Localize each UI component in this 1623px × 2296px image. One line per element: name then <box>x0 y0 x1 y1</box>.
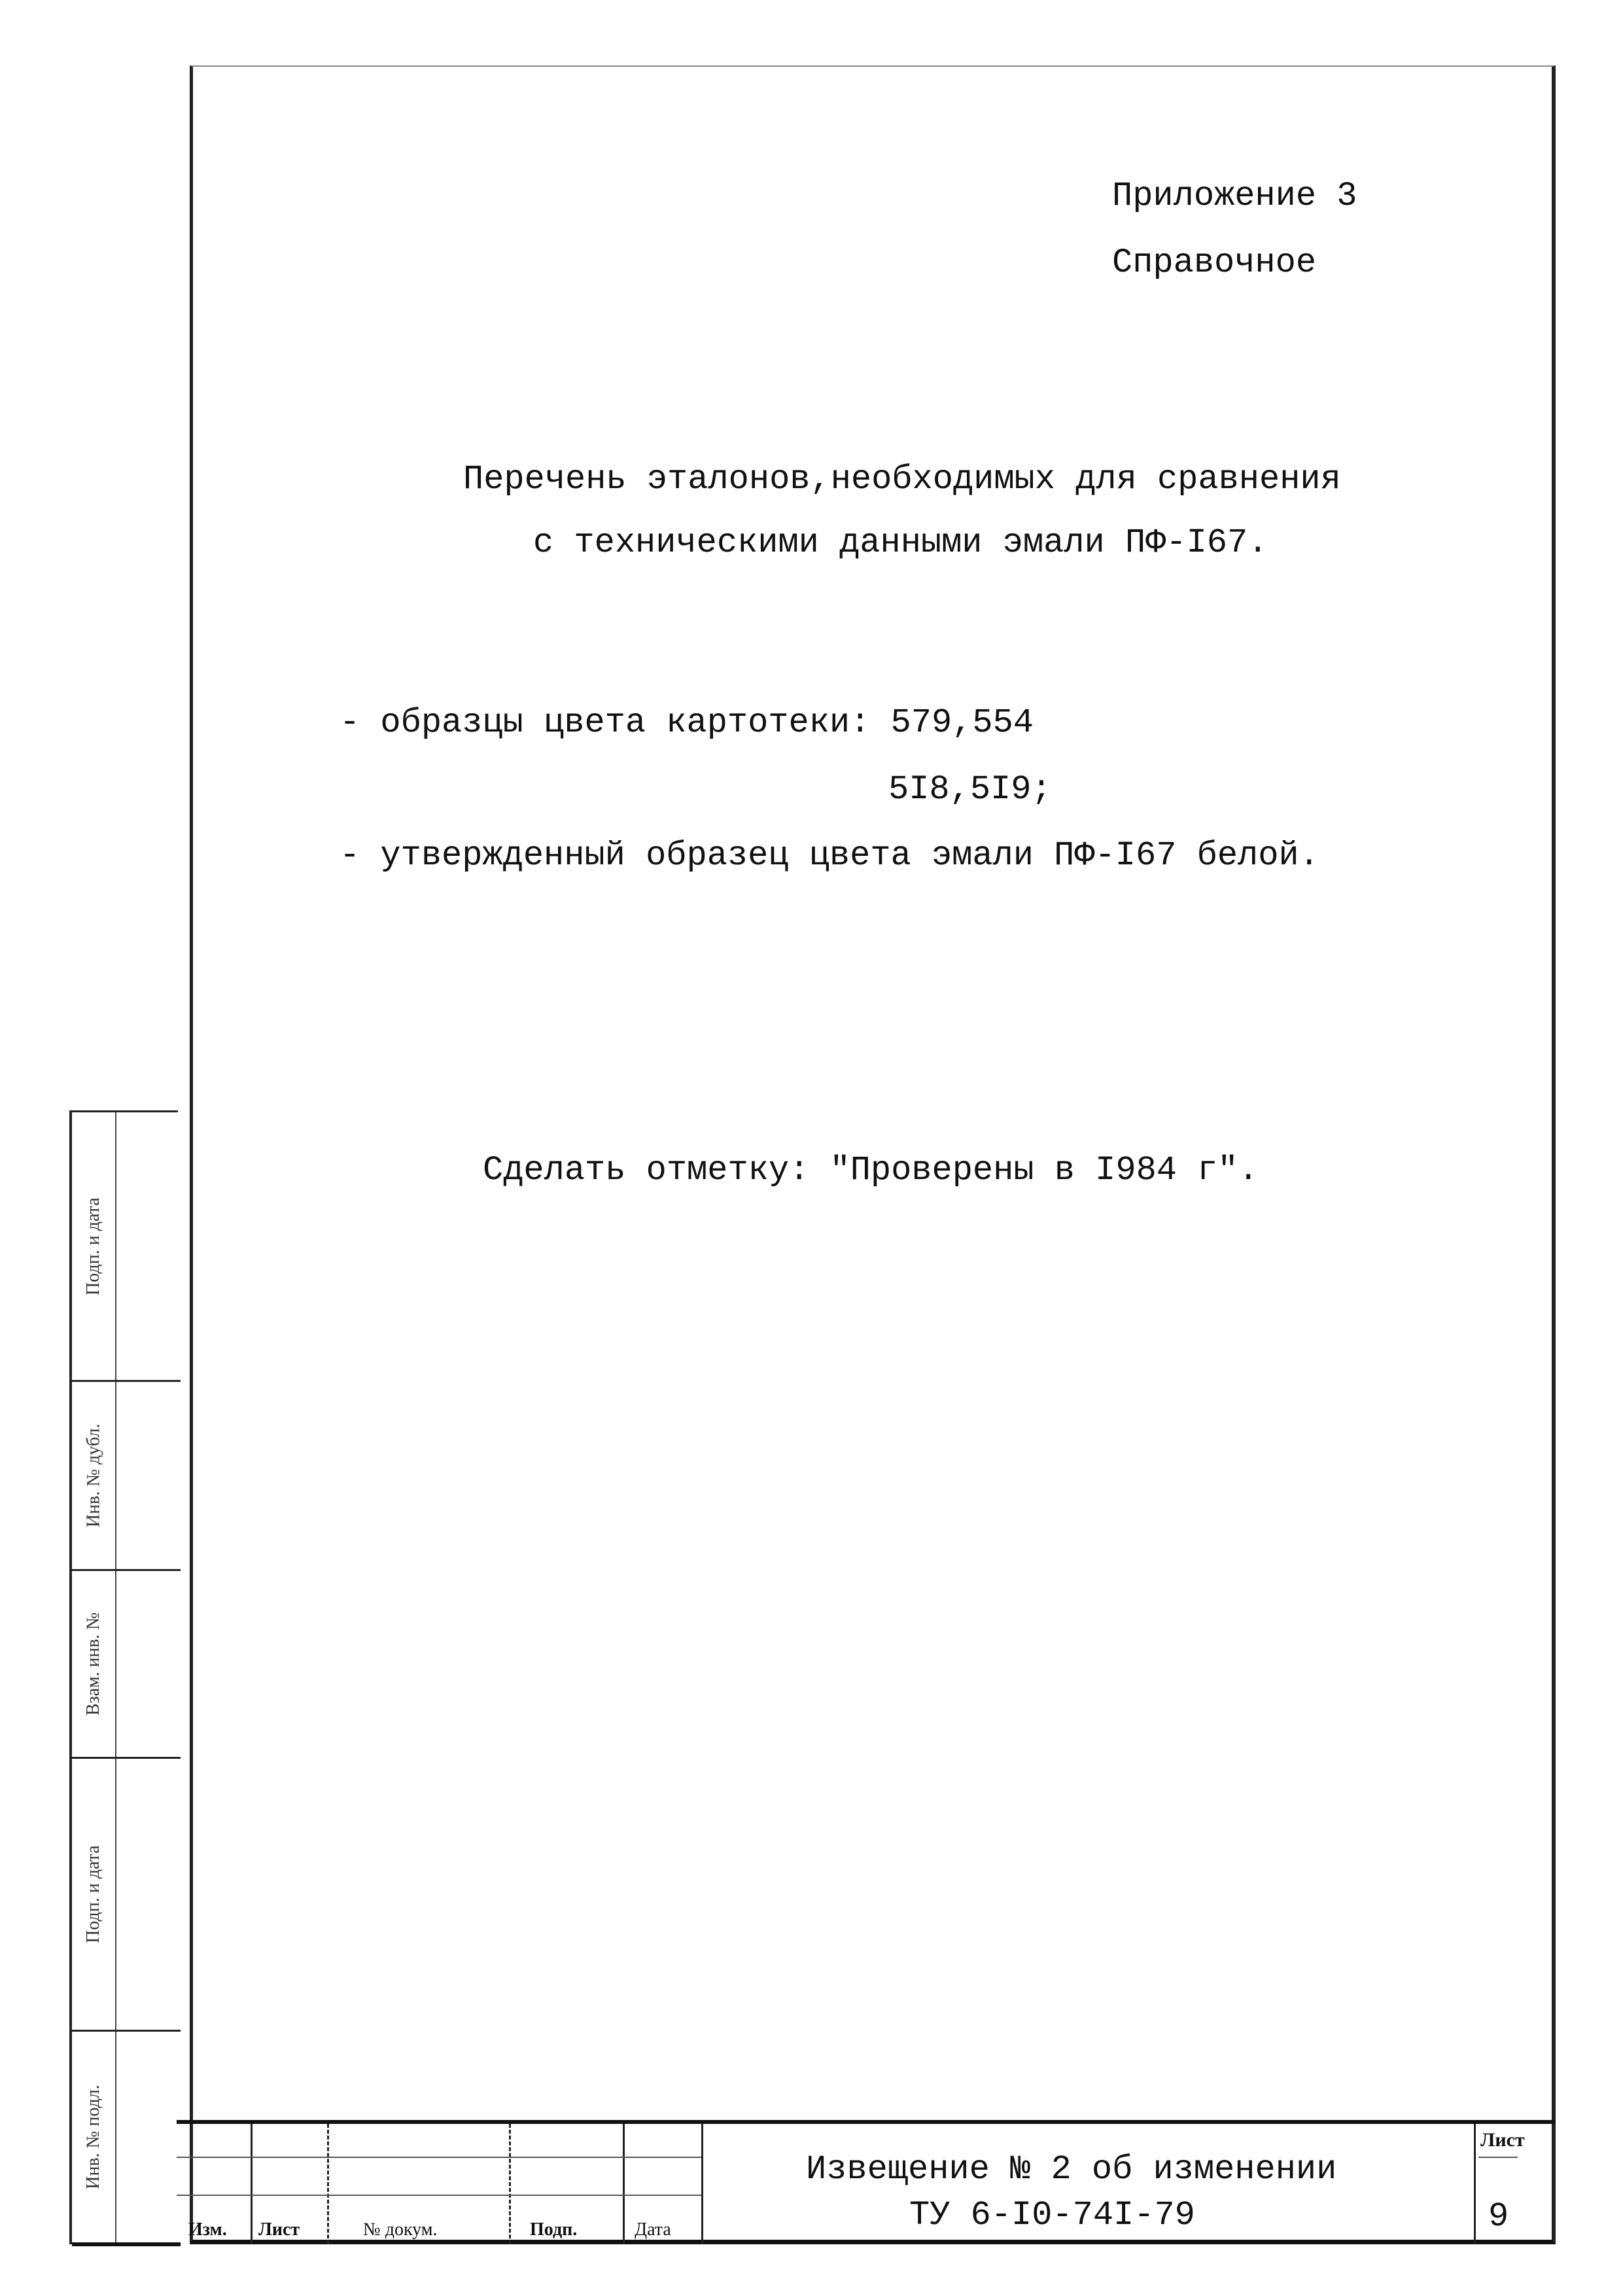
list-item-approved-sample: - утвержденный образец цвета эмали ПФ-I67 белой. <box>340 836 1319 875</box>
title-line-1: Перечень эталонов,необходимых для сравнения <box>463 460 1341 499</box>
divider <box>115 2032 116 2242</box>
side-section <box>72 1759 181 2032</box>
divider <box>327 2124 329 2244</box>
divider <box>115 1571 116 1757</box>
spec-number: ТУ 6-I0-74I-79 <box>909 2196 1195 2234</box>
divider <box>177 2195 701 2196</box>
side-label: Подп. и дата <box>83 1845 103 1943</box>
divider <box>115 1382 116 1569</box>
notice-title: Извещение № 2 об изменении <box>806 2150 1337 2189</box>
side-section <box>72 1571 181 1759</box>
sheet-number: 9 <box>1488 2197 1509 2236</box>
verification-note: Сделать отметку: "Проверены в I984 г". <box>483 1151 1259 1190</box>
column-label-date: Дата <box>635 2219 671 2240</box>
list-item-color-samples-cont: 5I8,5I9; <box>888 770 1052 809</box>
sheet-label: Лист <box>1480 2129 1525 2151</box>
divider <box>177 2157 701 2158</box>
side-label: Инв. № дубл. <box>83 1423 104 1528</box>
side-label: Подп. и дата <box>83 1197 103 1296</box>
divider <box>115 1759 116 2030</box>
side-section <box>72 1112 181 1382</box>
list-item-color-samples: - образцы цвета картотеки: 579,554 <box>340 703 1034 742</box>
side-label-wrap <box>77 1571 110 1757</box>
appendix-type: Справочное <box>1112 243 1317 282</box>
title-block <box>177 2120 1556 2244</box>
divider <box>251 2124 253 2244</box>
side-label-wrap <box>77 2032 110 2242</box>
title-line-2: с техническими данными эмали ПФ-I67. <box>533 523 1268 562</box>
divider <box>623 2124 625 2244</box>
side-section <box>72 1382 181 1571</box>
divider <box>115 1112 116 1380</box>
divider <box>701 2124 703 2244</box>
divider <box>1478 2157 1518 2158</box>
column-label-change: Изм. <box>188 2219 227 2240</box>
side-section <box>72 2032 181 2246</box>
side-label: Инв. № подл. <box>83 2085 104 2189</box>
appendix-label: Приложение 3 <box>1112 177 1357 215</box>
side-label: Взам. инв. № <box>83 1612 104 1716</box>
divider <box>1474 2124 1476 2244</box>
column-label-sheet: Лист <box>258 2219 300 2240</box>
side-label-wrap <box>77 1759 110 2030</box>
side-label-wrap <box>77 1112 110 1380</box>
column-label-doc-number: № докум. <box>363 2219 438 2240</box>
divider <box>509 2124 511 2244</box>
side-stamp <box>69 1110 178 2244</box>
side-label-wrap <box>77 1382 110 1569</box>
column-label-signature: Подп. <box>530 2219 578 2240</box>
